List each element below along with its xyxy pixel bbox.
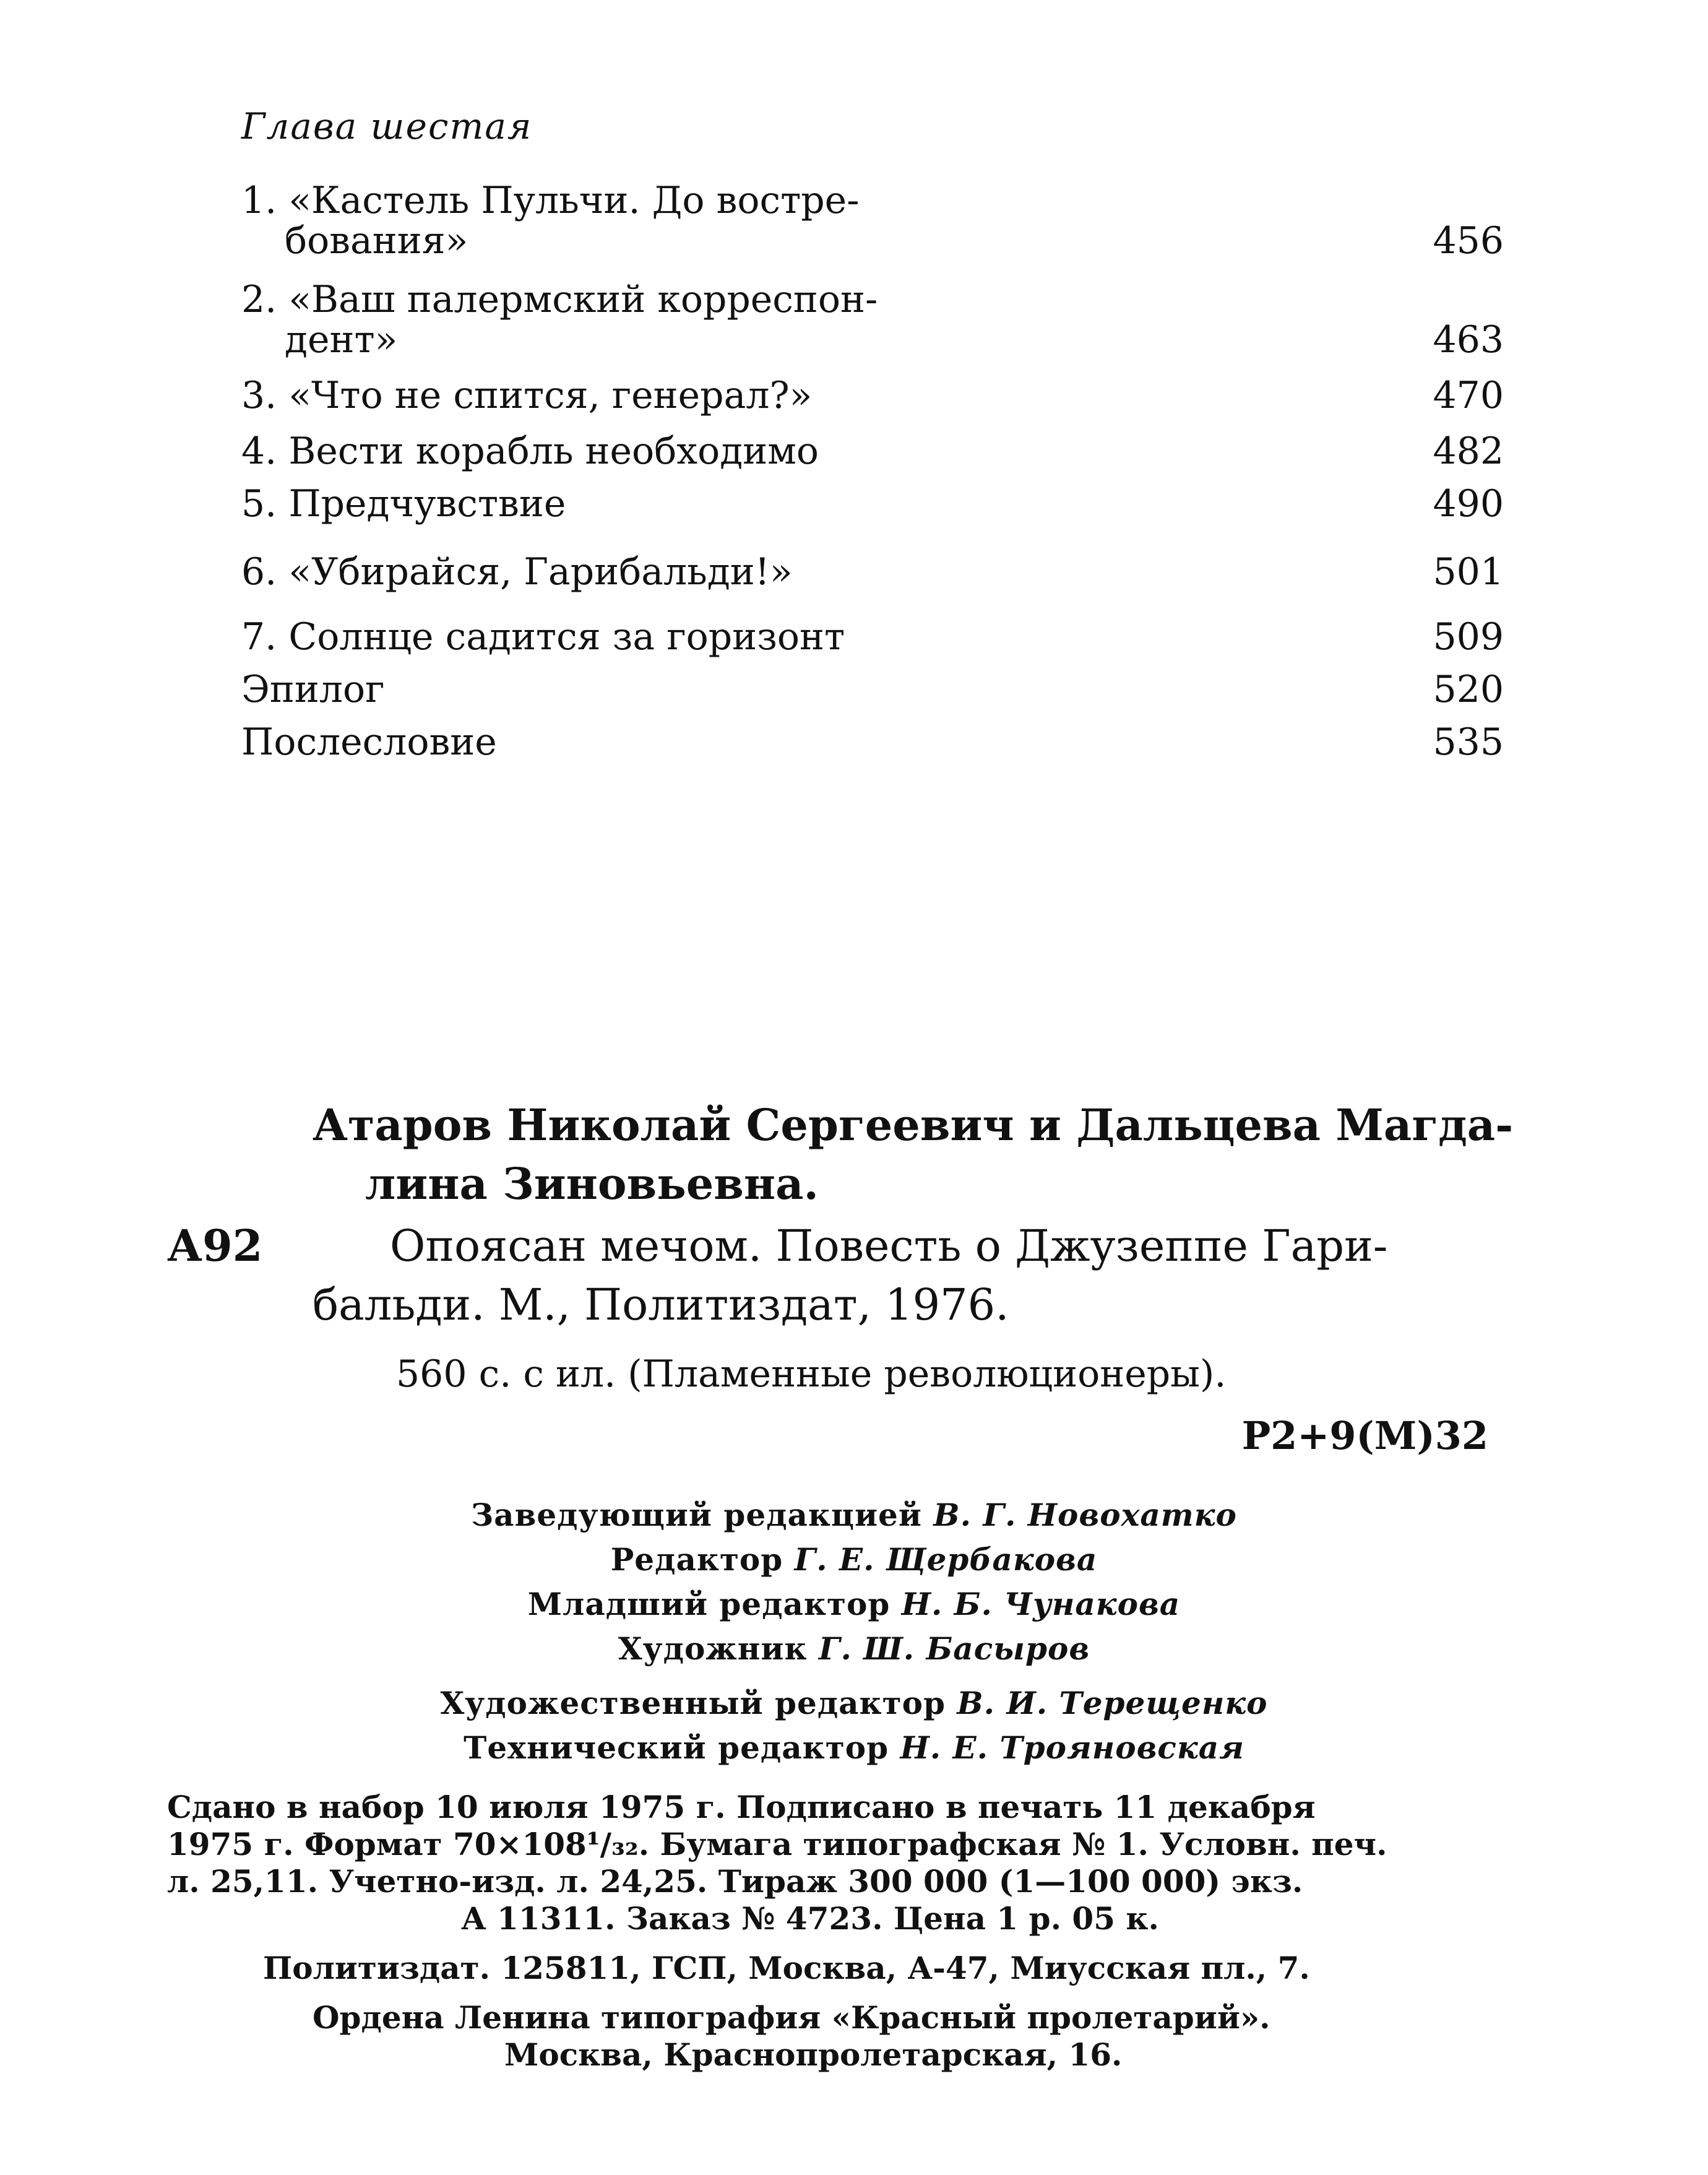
toc-epilogue-page: 520 [1433, 668, 1504, 711]
credit-role: Художник [618, 1630, 808, 1667]
toc-afterword-page: 535 [1433, 720, 1504, 764]
credit-role: Заведующий редакцией [471, 1497, 922, 1533]
toc-item-7: 7. Солнце садится за горизонт [241, 615, 845, 659]
bib-classification: Р2+9(М)32 [1241, 1413, 1488, 1458]
credit-name: Н. Б. Чунакова [901, 1586, 1181, 1622]
toc-item-2-page: 463 [1433, 318, 1504, 361]
imprint-printer-line-1: Ордена Ленина типография «Красный пролетарий». [313, 1999, 1270, 2036]
credit-artist [0, 1630, 1708, 1667]
toc-item-1-line-2: бования» [285, 219, 468, 262]
bib-index-code: А92 [167, 1220, 263, 1271]
imprint-line-4: А 11311. Заказ № 4723. Цена 1 р. 05 к. [461, 1900, 1159, 1937]
toc-item-5-page: 490 [1433, 482, 1504, 525]
bib-author-line-1: Атаров Николай Сергеевич и Дальцева Магда- [313, 1099, 1514, 1151]
credit-name: Н. Е. Трояновская [900, 1729, 1244, 1766]
toc-epilogue: Эпилог [241, 668, 385, 711]
credit-junior-editor [0, 1586, 1708, 1622]
toc-item-1-page: 456 [1433, 219, 1504, 262]
toc-item-5: 5. Предчувствие [241, 482, 566, 525]
toc-item-2-line-1: 2. «Ваш палермский корреспон- [241, 278, 878, 321]
toc-chapter-heading: Глава шестая [241, 105, 533, 147]
toc-item-6: 6. «Убирайся, Гарибальди!» [241, 550, 793, 594]
toc-item-1-line-1: 1. «Кастель Пульчи. До востре- [241, 179, 860, 222]
imprint-line-2: 1975 г. Формат 70×108¹/₃₂. Бумага типографская № 1. Условн. печ. [167, 1826, 1387, 1862]
toc-item-3-page: 470 [1433, 374, 1504, 417]
bib-author-line-2: лина Зиновьевна. [365, 1158, 819, 1209]
imprint-publisher: Политиздат. 125811, ГСП, Москва, А-47, Миусская пл., 7. [263, 1950, 1310, 1986]
credit-editor-in-chief [0, 1497, 1708, 1533]
credit-name: Г. Ш. Басыров [819, 1630, 1090, 1667]
imprint-line-3: л. 25,11. Учетно-изд. л. 24,25. Тираж 300 000 (1—100 000) экз. [167, 1863, 1303, 1900]
credit-name: В. Г. Новохатко [933, 1497, 1237, 1533]
bib-title-line-1: Опоясан мечом. Повесть о Джузеппе Гари- [390, 1221, 1388, 1271]
toc-item-2-line-2: дент» [285, 318, 398, 361]
credit-editor [0, 1541, 1708, 1578]
bib-title-line-2: бальди. М., Политиздат, 1976. [313, 1279, 1009, 1330]
credit-role: Художественный редактор [440, 1685, 946, 1721]
credit-role: Младший редактор [527, 1586, 891, 1622]
credit-name: В. И. Терещенко [957, 1685, 1268, 1721]
credit-role: Технический редактор [464, 1729, 889, 1766]
credit-role: Редактор [610, 1541, 783, 1578]
imprint-line-1: Сдано в набор 10 июля 1975 г. Подписано в печать 11 декабря [167, 1789, 1316, 1825]
credit-technical-editor [0, 1729, 1708, 1766]
credit-name: Г. Е. Щербакова [794, 1541, 1098, 1578]
credit-art-editor [0, 1685, 1708, 1721]
toc-item-4-page: 482 [1433, 430, 1504, 473]
imprint-printer-line-2: Москва, Краснопролетарская, 16. [504, 2036, 1123, 2073]
toc-item-6-page: 501 [1433, 550, 1504, 594]
toc-afterword: Послесловие [241, 720, 497, 764]
toc-item-7-page: 509 [1433, 615, 1504, 659]
bib-description: 560 с. с ил. (Пламенные революционеры). [396, 1352, 1227, 1396]
toc-item-4: 4. Вести корабль необходимо [241, 430, 819, 473]
toc-item-3: 3. «Что не спится, генерал?» [241, 374, 813, 417]
